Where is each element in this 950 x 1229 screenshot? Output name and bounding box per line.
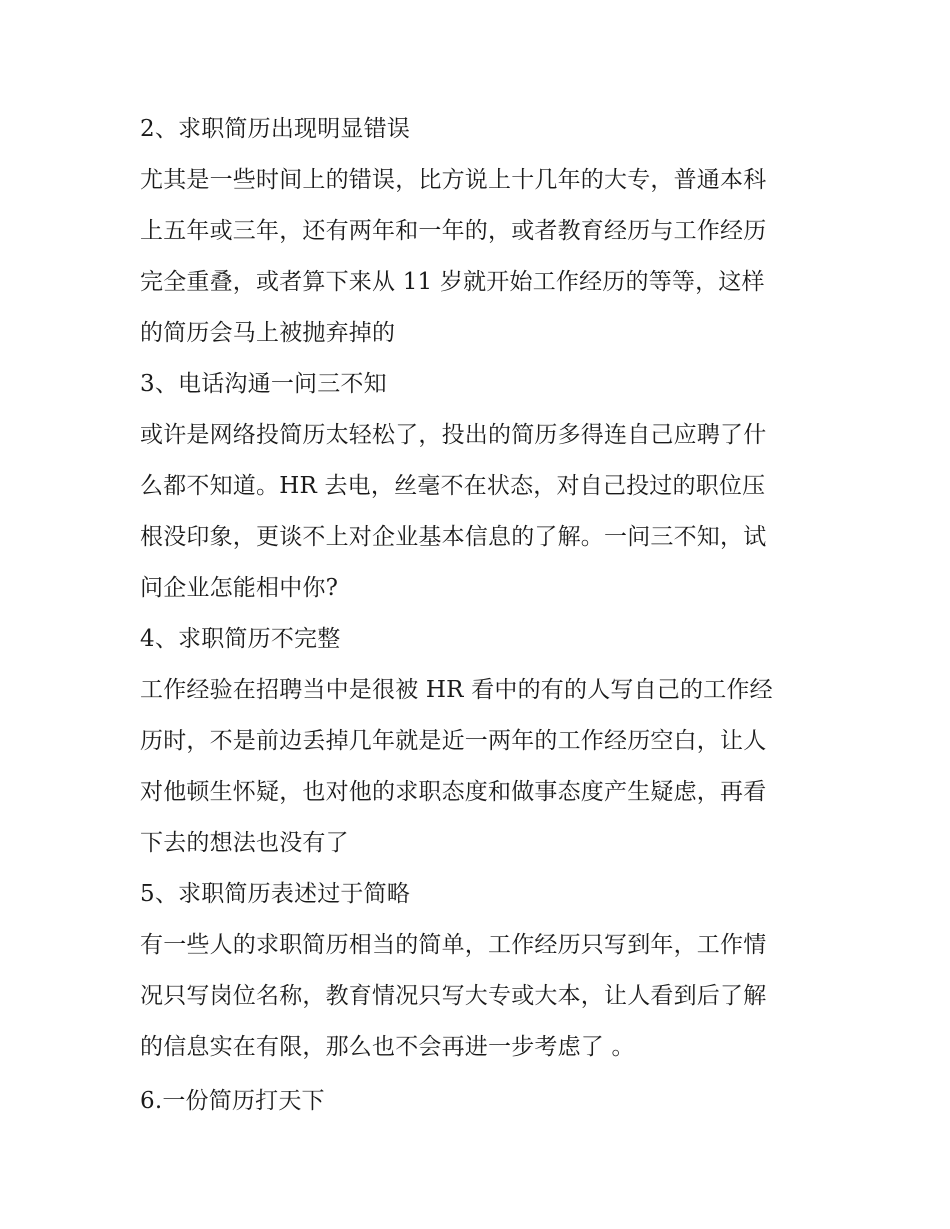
paragraph-line: 下去的想法也没有了 [140, 830, 349, 856]
paragraph-line: 上五年或三年，还有两年和一年的，或者教育经历与工作经历 [140, 218, 767, 244]
paragraph-line: 况只写岗位名称，教育情况只写大专或大本，让人看到后了解 [140, 983, 767, 1009]
paragraph-line: 或许是网络投简历太轻松了，投出的简历多得连自己应聘了什 [140, 422, 767, 448]
paragraph-line: 有一些人的求职简历相当的简单，工作经历只写到年，工作情 [140, 932, 767, 958]
paragraph-line: 对他顿生怀疑，也对他的求职态度和做事态度产生疑虑，再看 [140, 779, 767, 805]
paragraph-line: 的信息实在有限，那么也不会再进一步考虑了 。 [140, 1034, 635, 1060]
paragraph-line: 的简历会马上被抛弃掉的 [140, 320, 396, 346]
section-heading: 2、求职简历出现明显错误 [140, 116, 411, 142]
document-body [140, 104, 830, 1127]
paragraph-line: 工作经验在招聘当中是很被 HR 看中的有的人写自己的工作经 [140, 677, 773, 703]
section-heading: 3、电话沟通一问三不知 [140, 371, 387, 397]
paragraph-line: 问企业怎能相中你? [140, 575, 339, 601]
paragraph-line: 根没印象，更谈不上对企业基本信息的了解。一问三不知，试 [140, 524, 767, 550]
section-heading: 4、求职简历不完整 [140, 626, 341, 652]
section-heading: 5、求职简历表述过于简略 [140, 881, 411, 907]
paragraph-line: 历时，不是前边丢掉几年就是近一两年的工作经历空白，让人 [140, 728, 767, 754]
paragraph-line: 完全重叠，或者算下来从 11 岁就开始工作经历的等等，这样 [140, 269, 765, 295]
paragraph-line: 尤其是一些时间上的错误，比方说上十几年的大专，普通本科 [140, 167, 767, 193]
section-heading: 6.一份简历打天下 [140, 1088, 325, 1114]
paragraph-line: 么都不知道。HR 去电，丝毫不在状态，对自己投过的职位压 [140, 473, 766, 499]
